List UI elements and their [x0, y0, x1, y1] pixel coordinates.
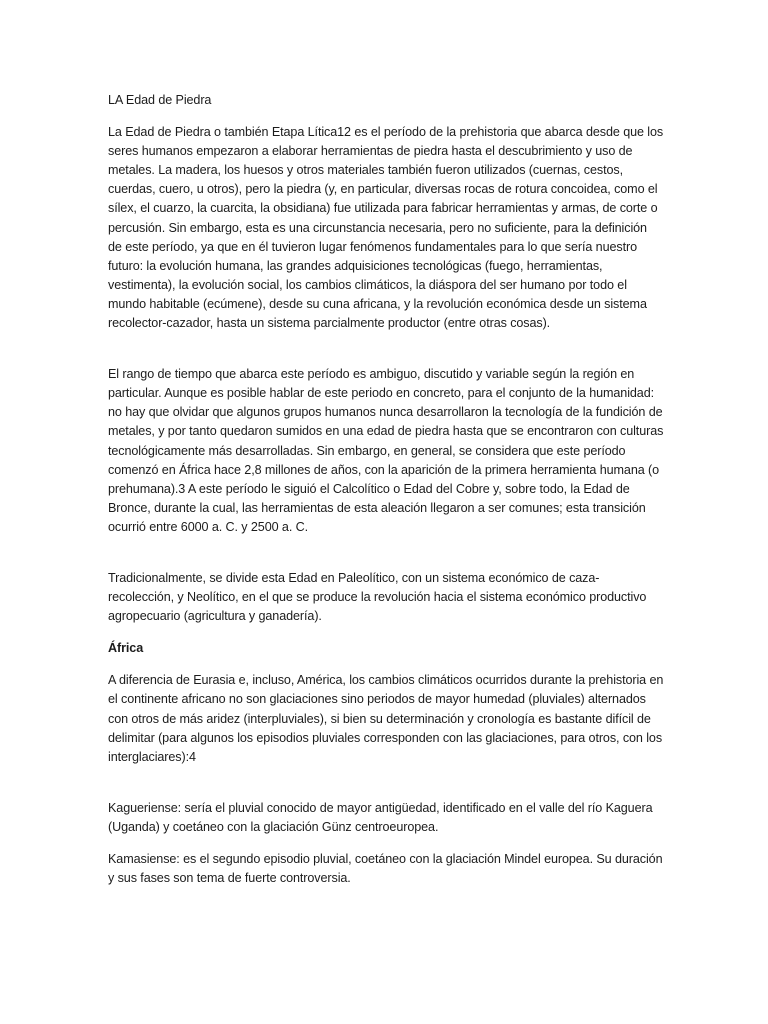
paragraph-africa-climate: A diferencia de Eurasia e, incluso, América, los cambios climáticos ocurridos durante la prehistoria en el continente africano no son glaciaciones sino periodos de mayor humedad (pluviales) alternados con otros de más aridez (interpluviales), si bien su determinación y cronología es bastante difícil de delimitar (para algunos los episodios pluviales corresponden con las glaciaciones, para otros, con los interglaciares):4	[108, 673, 664, 764]
paragraph-intro: La Edad de Piedra o también Etapa Lítica12 es el período de la prehistoria que abarca desde que los seres humanos empezaron a elaborar herramientas de piedra hasta el descubrimiento y uso de metales. La madera, los huesos y otros materiales también fueron utilizados (cuernas, cestos, cuerdas, cuero, u otros), pero la piedra (y, en particular, diversas rocas de rotura concoidea, como el sílex, el cuarzo, la cuarcita, la obsidiana) fue utilizada para fabricar herramientas y armas, de corte o percusión. Sin embargo, esta es una circunstancia necesaria, pero no suficiente, para la definición de este período, ya que en él tuvieron lugar fenómenos fundamentales para lo que sería nuestro futuro: la evolución humana, las grandes adquisiciones tecnológicas (fuego, herramientas, vestimenta), la evolución social, los cambios climáticos, la diáspora del ser humano por todo el mundo habitable (ecúmene), desde su cuna africana, y la revolución económica desde un sistema recolector-cazador, hasta un sistema parcialmente productor (entre otras cosas).	[108, 125, 664, 331]
paragraph-kamasiense: Kamasiense: es el segundo episodio pluvial, coetáneo con la glaciación Mindel europea. Su duración y sus fases son tema de fuerte controversia.	[108, 852, 663, 886]
document-body	[108, 91, 664, 901]
section-heading-africa: África	[108, 641, 144, 656]
paragraph-time-range: El rango de tiempo que abarca este período es ambiguo, discutido y variable según la región en particular. Aunque es posible hablar de este periodo en concreto, para el conjunto de la humanidad: no hay que olvidar que algunos grupos humanos nunca desarrollaron la tecnología de la fundición de metales, y por tanto quedaron sumidos en una edad de piedra hasta que se encontraron con culturas tecnológicamente más desarrolladas. Sin embargo, en general, se considera que este período comenzó en África hace 2,8 millones de años, con la aparición de la primera herramienta humana (o prehumana).3 A este período le siguió el Calcolítico o Edad del Cobre y, sobre todo, la Edad de Bronce, durante la cual, las herramientas de esta aleación llegaron a ser comunes; esta transición ocurrió entre 6000 a. C. y 2500 a. C.	[108, 367, 664, 534]
paragraph-division: Tradicionalmente, se divide esta Edad en Paleolítico, con un sistema económico de caza-recolección, y Neolítico, en el que se produce la revolución hacia el sistema económico productivo agropecuario (agricultura y ganadería).	[108, 570, 647, 624]
document-title: LA Edad de Piedra	[108, 93, 212, 107]
paragraph-kagueriense: Kagueriense: sería el pluvial conocido de mayor antigüedad, identificado en el valle del río Kaguera (Uganda) y coetáneo con la glaciación Günz centroeuropea.	[108, 800, 653, 834]
